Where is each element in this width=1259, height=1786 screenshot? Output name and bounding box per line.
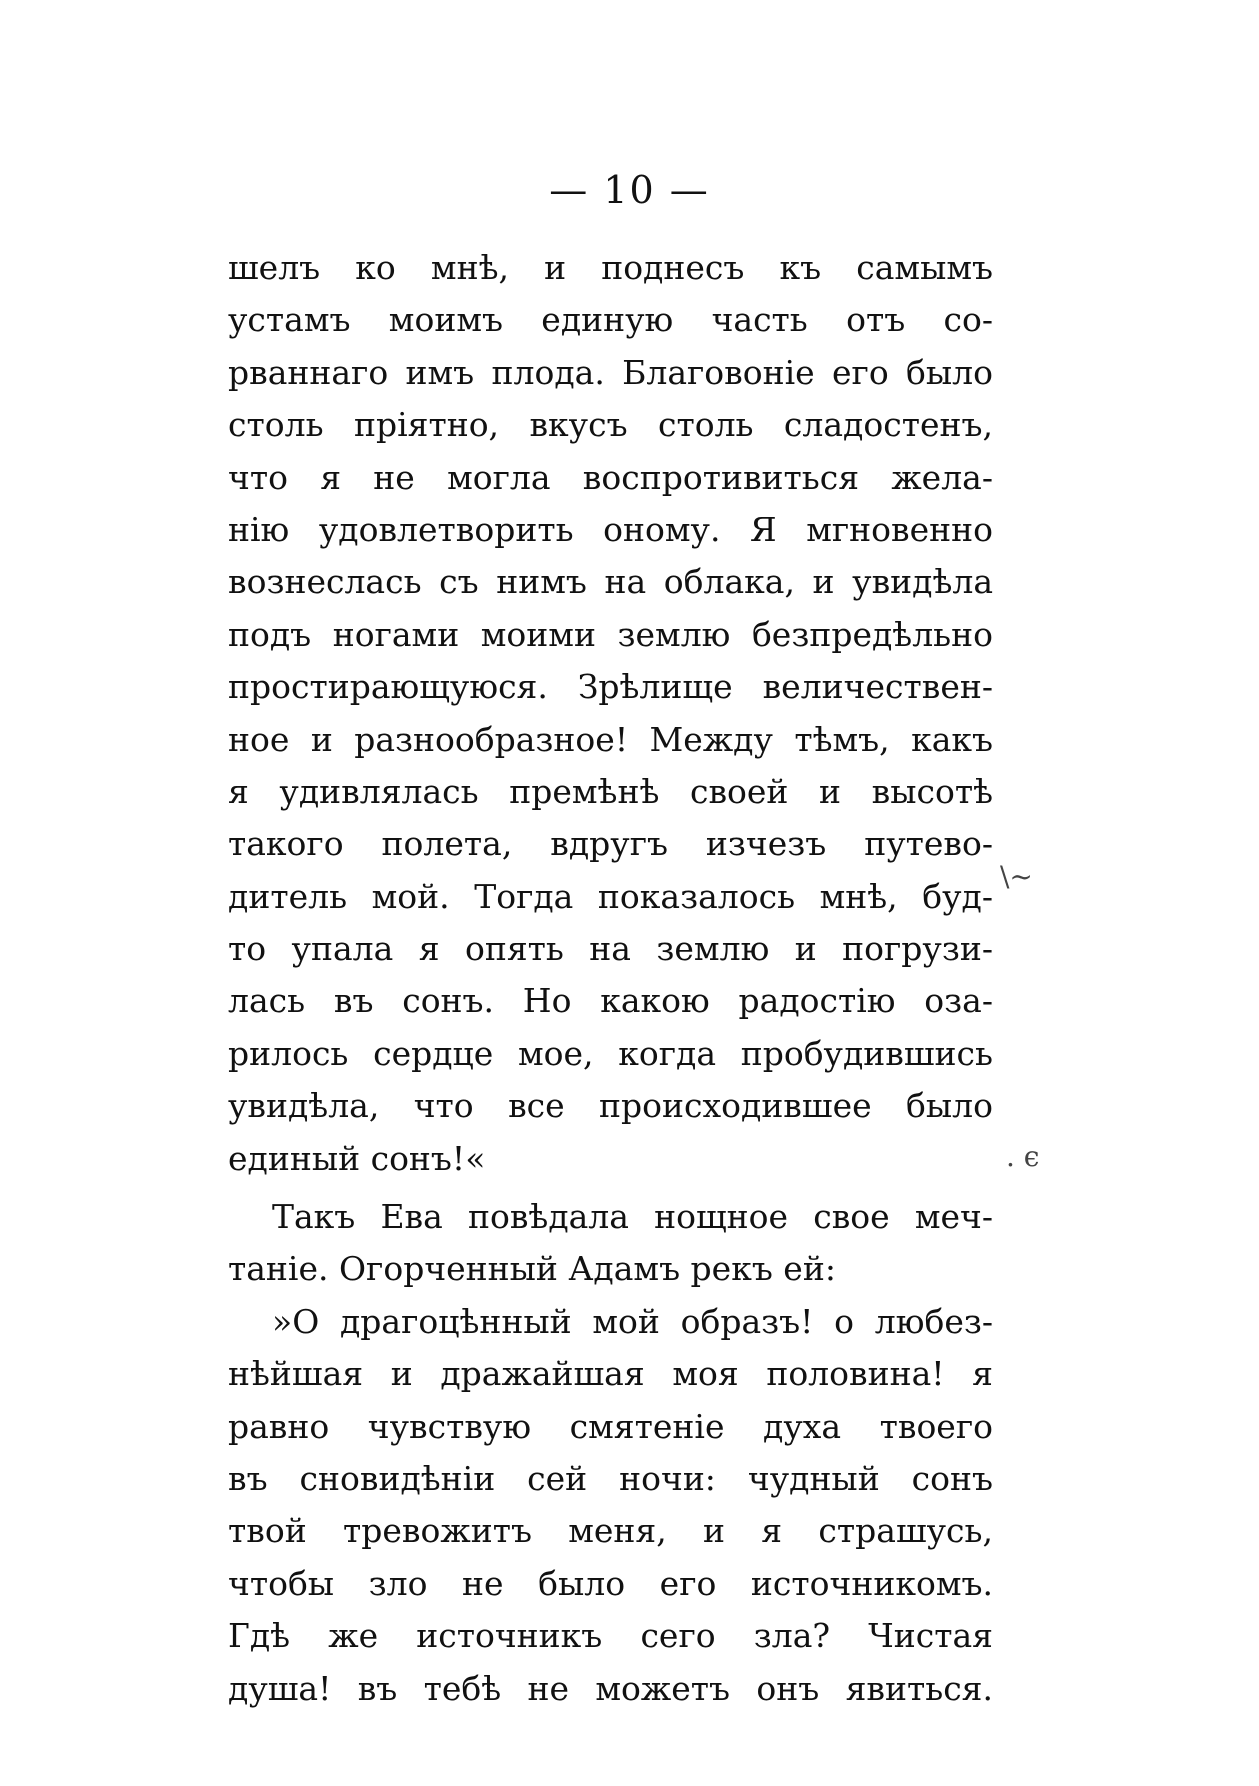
text-line: чтобы зло не было его источникомъ. — [228, 1563, 993, 1603]
text-line: равно чувствую смятеніе духа твоего — [228, 1406, 993, 1446]
paragraph-start-line: »О драгоцѣнный мой образъ! о любез- — [272, 1301, 993, 1341]
text-line: столь пріятно, вкусъ столь сладостенъ, — [228, 405, 993, 445]
text-line: я удивлялась премѣнѣ своей и высотѣ — [228, 771, 993, 811]
text-line: подъ ногами моими землю безпредѣльно — [228, 614, 993, 654]
text-line: въ сновидѣніи сей ночи: чудный сонъ — [228, 1458, 993, 1498]
page-number: — 10 — — [549, 168, 710, 212]
text-line: что я не могла воспротивиться жела- — [228, 457, 993, 497]
text-line: простирающуюся. Зрѣлище величествен- — [228, 667, 993, 707]
paragraph-start-line: Такъ Ева повѣдала нощное свое меч- — [272, 1197, 993, 1237]
text-line: устамъ моимъ единую часть отъ со- — [228, 300, 993, 340]
body-text — [228, 242, 993, 1715]
text-line: то упала я опять на землю и погрузи- — [228, 929, 993, 969]
text-line: дитель мой. Тогда показалось мнѣ, буд- — [228, 876, 993, 916]
text-line: рваннаго имъ плода. Благовоніе его было — [228, 352, 993, 392]
text-line: таніе. Огорченный Адамъ рекъ ей: — [228, 1249, 836, 1289]
text-line: ное и разнообразное! Между тѣмъ, какъ — [228, 719, 993, 759]
text-line: шелъ ко мнѣ, и поднесъ къ самымъ — [228, 248, 993, 287]
text-line: такого полета, вдругъ изчезъ путево- — [228, 824, 993, 864]
text-line: лась въ сонъ. Но какою радостію оза- — [228, 981, 993, 1021]
margin-mark: \~ — [1000, 860, 1033, 893]
text-line: рилось сердце мое, когда пробудившись — [228, 1033, 993, 1073]
text-line: вознеслась съ нимъ на облака, и увидѣла — [228, 562, 993, 602]
text-line: Гдѣ же источникъ сего зла? Чистая — [228, 1616, 993, 1656]
text-line: единый сонъ!« — [228, 1138, 486, 1178]
text-line: увидѣла, что все происходившее было — [228, 1086, 993, 1126]
text-line: нію удовлетворить оному. Я мгновенно — [228, 509, 993, 549]
text-line: нѣйшая и дражайшая моя половина! я — [228, 1354, 993, 1394]
text-line: твой тревожитъ меня, и я страшусь, — [228, 1511, 993, 1551]
text-line: душа! въ тебѣ не можетъ онъ явиться. — [228, 1668, 993, 1708]
margin-mark: . ϵ — [1006, 1140, 1040, 1173]
